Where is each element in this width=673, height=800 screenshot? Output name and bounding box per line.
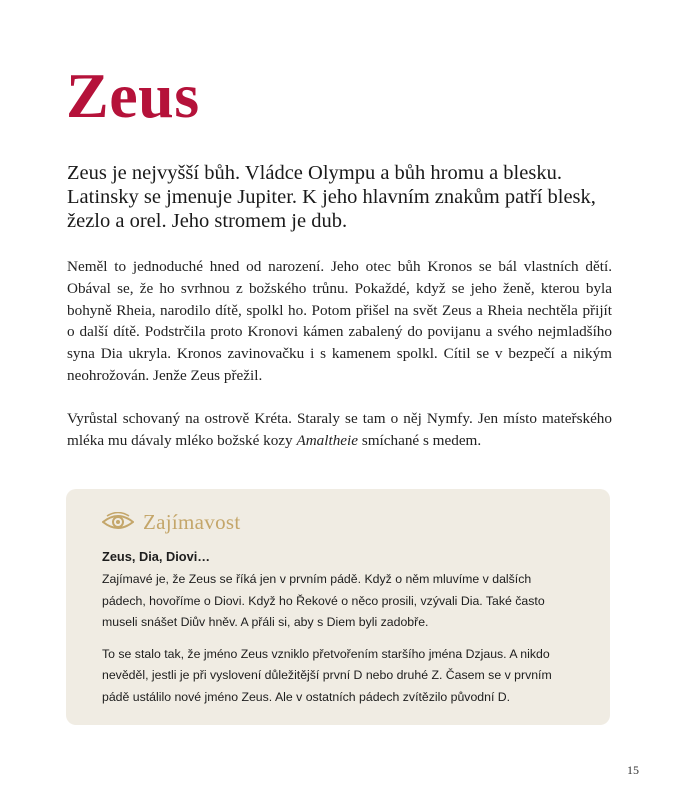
fact-box — [66, 489, 610, 725]
fact-box-body — [102, 547, 572, 719]
fact-box-title: Zajímavost — [143, 509, 241, 534]
body-text — [67, 256, 612, 472]
body-paragraph: Vyrůstal schovaný na ostrově Kréta. Staraly se tam o něj Nymfy. Jen místo mateřského mléka mu dávaly mléko božské kozy Amaltheie smíchané s medem. — [67, 409, 612, 449]
lead-paragraph: Zeus je nejvyšší bůh. Vládce Olympu a bůh hromu a blesku. Latinsky se jmenuje Jupiter. K jeho hlavním znakům patří blesk, žezlo a orel. Jeho stromem je dub. — [67, 162, 596, 232]
page-number: 15 — [627, 763, 639, 777]
fact-box-subtitle: Zeus, Dia, Diovi… — [102, 549, 211, 564]
fact-box-header — [102, 508, 240, 536]
eye-icon — [102, 512, 134, 532]
fact-box-paragraph: To se stalo tak, že jméno Zeus vzniklo přetvořením staršího jména Dzjaus. A nikdo nevěděl, jestli je při vyslovení důležitější první D nebo druhé Z. Časem se v prvním pádě ustálilo nové jméno Zeus. Ale v ostatních pádech zvítězilo původní D. — [102, 646, 552, 704]
fact-box-paragraph: Zajímavé je, že Zeus se říká jen v prvním pádě. Když o něm mluvíme v dalších pádech, hovoříme o Diovi. Když ho Řekové o něco prosili, vzývali Dia. Také často museli snášet Diův hněv. A přáli si, aby s Diem byli zadobře. — [102, 572, 545, 630]
body-paragraph: Neměl to jednoduché hned od narození. Jeho otec bůh Kronos se bál vlastních dětí. Obával se, že ho svrhnou z božského trůnu. Pokaždé, když se jeho ženě, kterou byla bohyně Rheia, narodilo dítě, spolkl ho. Potom přišel na svět Zeus a Rheia nechtěla přijít o další dítě. Podstrčila proto Kronovi kámen zabalený do povijanu a svého nejmladšího syna Dia ukryla. Kronos zavinovačku i s kamenem spolkl. Cítil se v bezpečí a nikým neohrožován. Jenže Zeus přežil. — [67, 258, 612, 384]
page-title: Zeus — [66, 60, 200, 131]
italic-name: Amaltheie — [296, 431, 359, 449]
